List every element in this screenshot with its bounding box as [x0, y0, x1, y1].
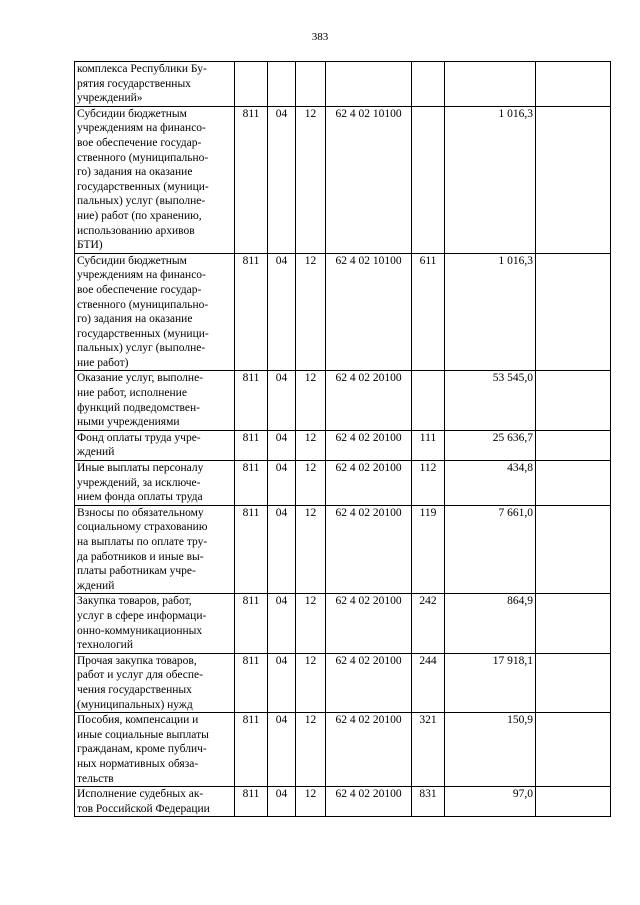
- row-admin-code-cell: 811: [235, 787, 268, 817]
- row-expense-type-cell: 111: [412, 430, 445, 460]
- table-row: [75, 253, 611, 371]
- row-target-article-cell: 62 4 02 10100: [326, 253, 412, 371]
- table-row: [75, 594, 611, 653]
- row-admin-code-cell: 811: [235, 713, 268, 787]
- row-expense-type-cell: 244: [412, 653, 445, 712]
- table-row: [75, 106, 611, 253]
- row-expense-type-cell: 119: [412, 505, 445, 594]
- row-amount-cell: 53 545,0: [445, 371, 536, 430]
- row-admin-code-cell: 811: [235, 594, 268, 653]
- row-subsection-cell: 12: [296, 505, 326, 594]
- row-name-cell: Фонд оплаты труда учре- ждений: [75, 430, 235, 460]
- row-extra-cell: [536, 106, 611, 253]
- row-target-article-cell: 62 4 02 20100: [326, 713, 412, 787]
- row-name-cell: Иные выплаты персоналу учреждений, за исключе- нием фонда оплаты труда: [75, 461, 235, 506]
- row-amount-cell: 1 016,3: [445, 106, 536, 253]
- row-subsection-cell: 12: [296, 371, 326, 430]
- row-target-article-cell: 62 4 02 20100: [326, 461, 412, 506]
- table-row: [75, 371, 611, 430]
- row-amount-cell: 17 918,1: [445, 653, 536, 712]
- row-target-article-cell: 62 4 02 20100: [326, 787, 412, 817]
- row-extra-cell: [536, 461, 611, 506]
- row-extra-cell: [536, 371, 611, 430]
- row-target-article-cell: 62 4 02 20100: [326, 505, 412, 594]
- row-subsection-cell: 12: [296, 461, 326, 506]
- row-target-article-cell: [326, 62, 412, 107]
- row-admin-code-cell: 811: [235, 106, 268, 253]
- row-name-cell: комплекса Республики Бу- рятия государственных учреждений»: [75, 62, 235, 107]
- row-target-article-cell: 62 4 02 20100: [326, 594, 412, 653]
- row-admin-code-cell: 811: [235, 371, 268, 430]
- row-subsection-cell: 12: [296, 430, 326, 460]
- row-section-cell: 04: [268, 106, 296, 253]
- row-admin-code-cell: 811: [235, 505, 268, 594]
- row-expense-type-cell: 831: [412, 787, 445, 817]
- row-section-cell: 04: [268, 787, 296, 817]
- row-extra-cell: [536, 653, 611, 712]
- table-row: [75, 653, 611, 712]
- row-expense-type-cell: [412, 371, 445, 430]
- row-extra-cell: [536, 594, 611, 653]
- row-section-cell: 04: [268, 430, 296, 460]
- table-row: [75, 461, 611, 506]
- row-amount-cell: 150,9: [445, 713, 536, 787]
- row-subsection-cell: 12: [296, 787, 326, 817]
- row-section-cell: [268, 62, 296, 107]
- table-row: [75, 430, 611, 460]
- row-section-cell: 04: [268, 713, 296, 787]
- row-subsection-cell: [296, 62, 326, 107]
- row-expense-type-cell: 242: [412, 594, 445, 653]
- table-row: [75, 787, 611, 817]
- row-admin-code-cell: 811: [235, 653, 268, 712]
- row-target-article-cell: 62 4 02 10100: [326, 106, 412, 253]
- row-name-cell: Оказание услуг, выполне- ние работ, исполнение функций подведомствен- ными учреждениями: [75, 371, 235, 430]
- row-amount-cell: 434,8: [445, 461, 536, 506]
- row-name-cell: Субсидии бюджетным учреждениям на финансо- вое обеспечение государ- ственного (муниципально- го) задания на оказание государственных (муници- пальных) услуг (выполне- ние) работ (по хранению, использованию архивов БТИ): [75, 106, 235, 253]
- row-target-article-cell: 62 4 02 20100: [326, 371, 412, 430]
- row-extra-cell: [536, 505, 611, 594]
- row-name-cell: Пособия, компенсации и иные социальные выплаты гражданам, кроме публич- ных нормативных обяза- тельств: [75, 713, 235, 787]
- row-section-cell: 04: [268, 371, 296, 430]
- row-expense-type-cell: 112: [412, 461, 445, 506]
- table-body: [75, 62, 611, 817]
- row-section-cell: 04: [268, 505, 296, 594]
- table-row: [75, 62, 611, 107]
- row-section-cell: 04: [268, 594, 296, 653]
- row-subsection-cell: 12: [296, 253, 326, 371]
- page-number: 383: [311, 31, 329, 43]
- row-amount-cell: 864,9: [445, 594, 536, 653]
- row-extra-cell: [536, 787, 611, 817]
- row-extra-cell: [536, 253, 611, 371]
- row-admin-code-cell: 811: [235, 430, 268, 460]
- row-admin-code-cell: 811: [235, 461, 268, 506]
- row-name-cell: Прочая закупка товаров, работ и услуг для обеспе- чения государственных (муниципальных) нужд: [75, 653, 235, 712]
- row-name-cell: Субсидии бюджетным учреждениям на финансо- вое обеспечение государ- ственного (муниципально- го) задания на оказание государственных (муници- пальных) услуг (выполне- ние работ): [75, 253, 235, 371]
- row-section-cell: 04: [268, 253, 296, 371]
- row-target-article-cell: 62 4 02 20100: [326, 430, 412, 460]
- budget-table: [74, 61, 611, 817]
- row-target-article-cell: 62 4 02 20100: [326, 653, 412, 712]
- table-row: [75, 505, 611, 594]
- row-subsection-cell: 12: [296, 106, 326, 253]
- row-section-cell: 04: [268, 653, 296, 712]
- row-expense-type-cell: 321: [412, 713, 445, 787]
- row-amount-cell: 25 636,7: [445, 430, 536, 460]
- row-section-cell: 04: [268, 461, 296, 506]
- row-subsection-cell: 12: [296, 713, 326, 787]
- row-name-cell: Закупка товаров, работ, услуг в сфере информаци- онно-коммуникационных технологий: [75, 594, 235, 653]
- row-amount-cell: 7 661,0: [445, 505, 536, 594]
- row-amount-cell: [445, 62, 536, 107]
- row-name-cell: Исполнение судебных ак- тов Российской Федерации: [75, 787, 235, 817]
- table-row: [75, 713, 611, 787]
- row-admin-code-cell: 811: [235, 253, 268, 371]
- row-name-cell: Взносы по обязательному социальному страхованию на выплаты по оплате тру- да работников и иные вы- платы работникам учре- ждений: [75, 505, 235, 594]
- row-subsection-cell: 12: [296, 653, 326, 712]
- row-extra-cell: [536, 430, 611, 460]
- row-amount-cell: 1 016,3: [445, 253, 536, 371]
- row-extra-cell: [536, 713, 611, 787]
- row-expense-type-cell: [412, 62, 445, 107]
- row-expense-type-cell: 611: [412, 253, 445, 371]
- row-expense-type-cell: [412, 106, 445, 253]
- row-admin-code-cell: [235, 62, 268, 107]
- row-amount-cell: 97,0: [445, 787, 536, 817]
- row-subsection-cell: 12: [296, 594, 326, 653]
- row-extra-cell: [536, 62, 611, 107]
